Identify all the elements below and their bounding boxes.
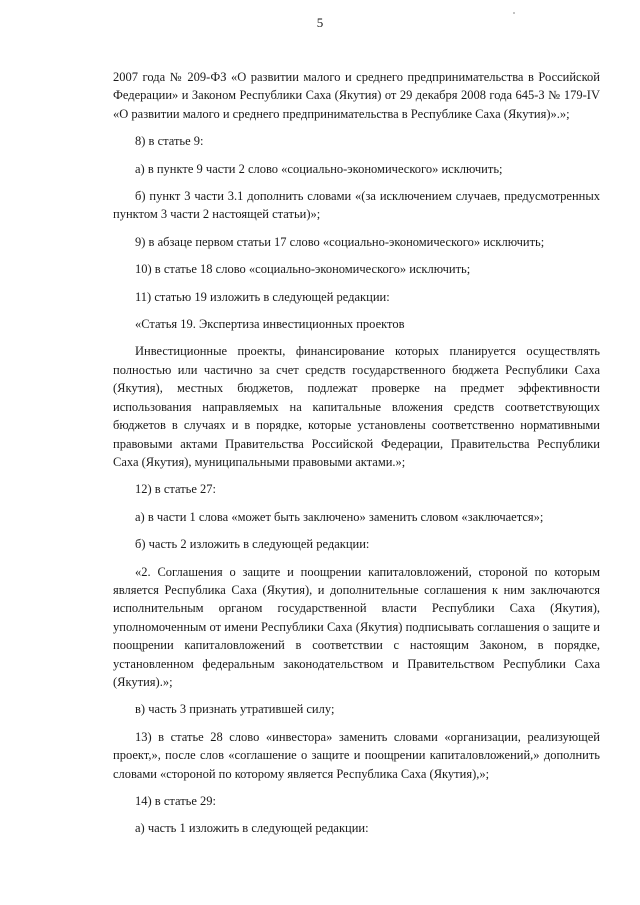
paragraph: 14) в статье 29:: [135, 794, 217, 808]
paragraph: 12) в статье 27:: [135, 482, 217, 497]
scan-speck: [513, 12, 515, 14]
paragraph: «Статья 19. Экспертиза инвестиционных проектов: [135, 317, 405, 332]
paragraph: 2007 года № 209-ФЗ «О развитии малого и среднего предпринимательства в Российской Федерации» и Законом Республики Саха (Якутия) от 29 декабря 2008 года 645-З № 179-IV «О развитии малого и среднего предпринимательства в Республике Саха (Якутия)».»;: [113, 70, 600, 121]
paragraph: «2. Соглашения о защите и поощрении капиталовложений, стороной по которым является Республика Саха (Якутия), и дополнительные соглашения к ним заключаются исполнительным органом государственной власти Республики Саха (Якутия), уполномоченным от имени Республики Саха (Якутия) подписывать соглашения о защите и поощрении капиталовложений в соответствии с настоящим Законом, в порядке, установленном федеральным законодательством и Правительством Республики Саха (Якутия).»;: [113, 564, 600, 689]
document-body: [113, 68, 600, 838]
paragraph: 10) в статье 18 слово «социально-экономического» исключить;: [135, 262, 471, 277]
paragraph: а) в части 1 слова «может быть заключено» заменить словом «заключается»;: [135, 509, 544, 524]
paragraph: в) часть 3 признать утратившей силу;: [135, 702, 335, 717]
paragraph: 8) в статье 9:: [135, 134, 204, 149]
paragraph: а) в пункте 9 части 2 слово «социально-экономического» исключить;: [135, 161, 503, 176]
paragraph: 13) в статье 28 слово «инвестора» заменить словами «организации, реализующей проект,», после слов «соглашение о защите и поощрении капиталовложений,» дополнить словами «стороной по которому является Республика Саха (Якутия),»;: [113, 729, 600, 781]
paragraph: а) часть 1 изложить в следующей редакции:: [135, 821, 369, 836]
paragraph: б) часть 2 изложить в следующей редакции:: [135, 537, 370, 552]
paragraph: Инвестиционные проекты, финансирование которых планируется осуществлять полностью или частично за счет средств государственного бюджета Республики Саха (Якутия), местных бюджетов, подлежат проверке на предмет эффективности использования направляемых на капитальные вложения средств соответствующих бюджетов в случаях и в порядке, которые установлены соответственно нормативными правовыми актами Правительства Российской Федерации, Правительства Республики Саха (Якутия), муниципальными правовыми актами.»;: [113, 344, 600, 469]
paragraph: 9) в абзаце первом статьи 17 слово «социально-экономического» исключить;: [135, 234, 545, 249]
page-number: 5: [316, 15, 324, 30]
paragraph: б) пункт 3 части 3.1 дополнить словами «(за исключением случаев, предусмотренных пунктом 3 части 2 настоящей статьи)»;: [113, 189, 600, 222]
paragraph: 11) статью 19 изложить в следующей редакции:: [135, 289, 390, 304]
